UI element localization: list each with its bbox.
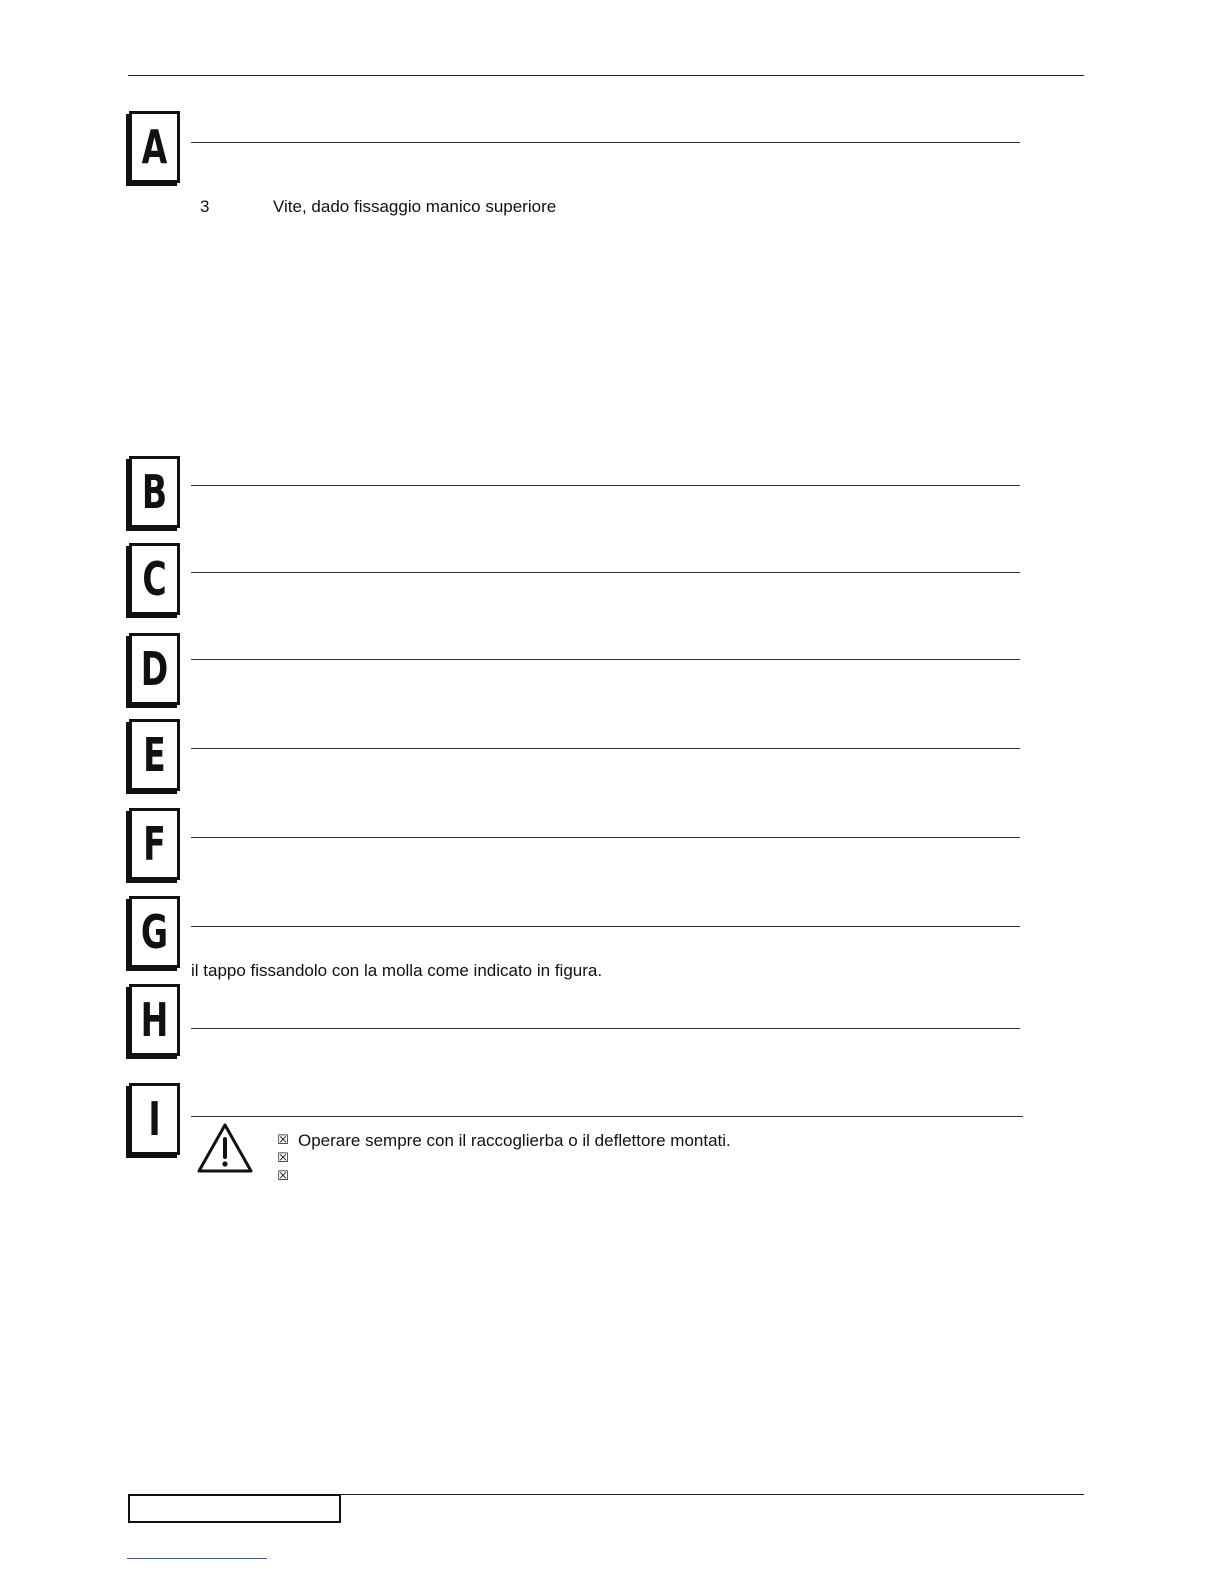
section-g-text: il tappo fissandolo con la molla come indicato in figura. bbox=[191, 961, 603, 980]
section-h-rule bbox=[191, 1028, 1020, 1029]
bullet-icon: ☒ bbox=[277, 1133, 289, 1148]
section-letter: H bbox=[140, 993, 169, 1047]
part-number: 3 bbox=[200, 197, 210, 216]
section-marker-f bbox=[129, 808, 180, 880]
section-letter: C bbox=[142, 552, 167, 606]
section-marker-c bbox=[129, 543, 180, 615]
footer-box bbox=[128, 1494, 341, 1523]
footer-link-underline bbox=[127, 1558, 267, 1559]
section-i-rule bbox=[191, 1116, 1023, 1117]
section-marker-g bbox=[129, 896, 180, 968]
warning-triangle-icon bbox=[196, 1122, 254, 1174]
section-letter: G bbox=[140, 905, 169, 959]
section-a-rule bbox=[191, 142, 1020, 143]
section-marker-a bbox=[129, 111, 180, 183]
section-marker-h bbox=[129, 984, 180, 1056]
bullet-icon: ☒ bbox=[277, 1169, 289, 1184]
section-d-rule bbox=[191, 659, 1020, 660]
section-c-rule bbox=[191, 572, 1020, 573]
section-e-rule bbox=[191, 748, 1020, 749]
section-marker-d bbox=[129, 633, 180, 705]
section-g-rule bbox=[191, 926, 1020, 927]
section-letter: D bbox=[140, 642, 169, 696]
part-description: Vite, dado fissaggio manico superiore bbox=[273, 197, 557, 216]
section-b-rule bbox=[191, 485, 1020, 486]
section-f-rule bbox=[191, 837, 1020, 838]
section-letter: E bbox=[143, 728, 166, 782]
section-marker-e bbox=[129, 719, 180, 791]
bullet-icon: ☒ bbox=[277, 1151, 289, 1166]
section-marker-b bbox=[129, 456, 180, 528]
section-marker-i bbox=[129, 1083, 180, 1155]
section-letter: I bbox=[148, 1092, 161, 1146]
header-rule bbox=[128, 75, 1084, 76]
section-letter: B bbox=[141, 465, 168, 519]
section-letter: A bbox=[141, 120, 168, 174]
warning-text-1: Operare sempre con il raccoglierba o il deflettore montati. bbox=[298, 1131, 731, 1150]
section-letter: F bbox=[143, 817, 166, 871]
